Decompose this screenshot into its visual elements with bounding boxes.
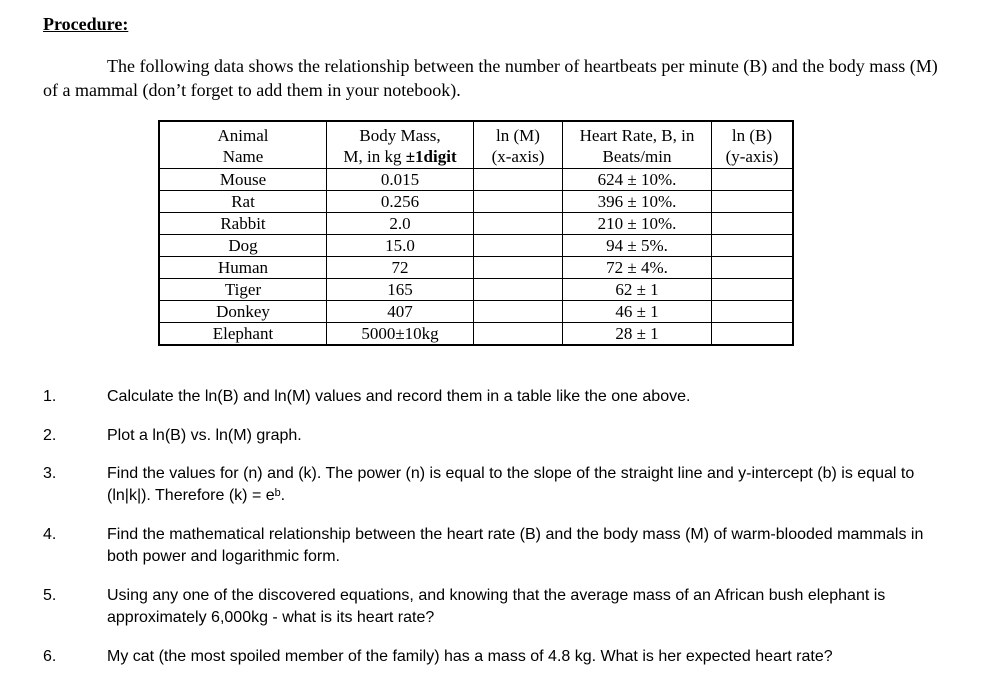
mammal-data-table [158,120,794,346]
mass-cell: 72 [327,257,474,279]
header-line: Animal [217,126,269,145]
header-mass-uncertainty: ±1digit [405,147,457,166]
table-row [159,235,793,257]
animal-cell: Human [159,257,327,279]
rate-cell: 624 ± 10%. [563,169,712,191]
ln-m-cell [474,235,563,257]
question-number: 2. [43,427,57,444]
rate-cell: 46 ± 1 [563,301,712,323]
ln-m-cell [474,169,563,191]
animal-cell: Rabbit [159,213,327,235]
animal-cell: Rat [159,191,327,213]
ln-b-cell [712,279,794,301]
question-text: Plot a ln(B) vs. ln(M) graph. [107,427,302,444]
ln-b-cell [712,323,794,346]
ln-b-cell [712,213,794,235]
animal-cell: Dog [159,235,327,257]
mass-cell: 165 [327,279,474,301]
ln-m-cell [474,213,563,235]
mass-cell: 0.256 [327,191,474,213]
rate-cell: 28 ± 1 [563,323,712,346]
animal-cell: Mouse [159,169,327,191]
rate-cell: 94 ± 5%. [563,235,712,257]
header-line: (y-axis) [725,147,779,166]
header-line: ln (M) [496,126,540,145]
table-row [159,301,793,323]
question-number: 4. [43,526,57,543]
table-row [159,323,793,346]
question-text: Find the values for (n) and (k). The power (n) is equal to the slope of the straight line and y-intercept (b) is equal to (ln|k|). Therefore (k) = eᵇ. [107,465,915,504]
table-row [159,279,793,301]
mass-cell: 5000±10kg [327,323,474,346]
mass-cell: 0.015 [327,169,474,191]
ln-b-cell [712,191,794,213]
question-number: 3. [43,465,57,482]
header-ln-b [712,121,794,169]
header-line: (x-axis) [491,147,545,166]
header-mass-unit: M, in kg [343,147,406,166]
header-body-mass [327,121,474,169]
question-text: My cat (the most spoiled member of the family) has a mass of 4.8 kg. What is her expected heart rate? [107,648,833,665]
table-row [159,213,793,235]
table-row [159,191,793,213]
mass-cell: 15.0 [327,235,474,257]
ln-m-cell [474,301,563,323]
header-line: Body Mass, [359,126,441,145]
animal-cell: Elephant [159,323,327,346]
question-text: Using any one of the discovered equations, and knowing that the average mass of an African bush elephant is approximately 6,000kg - what is its heart rate? [107,587,886,626]
rate-cell: 396 ± 10%. [563,191,712,213]
ln-m-cell [474,191,563,213]
question-text: Calculate the ln(B) and ln(M) values and record them in a table like the one above. [107,388,691,405]
header-line: Beats/min [602,147,672,166]
animal-cell: Tiger [159,279,327,301]
question-text: Find the mathematical relationship between the heart rate (B) and the body mass (M) of warm-blooded mammals in both power and logarithmic form. [107,526,924,565]
header-animal-name [159,121,327,169]
header-line: ln (B) [731,126,773,145]
table-header-row [159,121,793,169]
table-body [159,169,793,346]
rate-cell: 72 ± 4%. [563,257,712,279]
ln-b-cell [712,235,794,257]
rate-cell: 62 ± 1 [563,279,712,301]
ln-b-cell [712,301,794,323]
table-row [159,257,793,279]
question-number: 5. [43,587,57,604]
intro-paragraph: The following data shows the relationship between the number of heartbeats per minute (B) and the body mass (M) of a mammal (don’t forget to add them in your notebook). [43,56,938,100]
question-number: 6. [43,648,57,665]
mass-cell: 407 [327,301,474,323]
table-row [159,169,793,191]
header-line: Name [222,147,264,166]
header-line [331,146,469,167]
header-ln-m [474,121,563,169]
header-heart-rate [563,121,712,169]
rate-cell: 210 ± 10%. [563,213,712,235]
header-line: Heart Rate, B, in [579,126,695,145]
mass-cell: 2.0 [327,213,474,235]
ln-m-cell [474,257,563,279]
ln-m-cell [474,323,563,346]
ln-m-cell [474,279,563,301]
ln-b-cell [712,257,794,279]
animal-cell: Donkey [159,301,327,323]
question-number: 1. [43,388,57,405]
ln-b-cell [712,169,794,191]
procedure-heading: Procedure: [43,14,129,34]
